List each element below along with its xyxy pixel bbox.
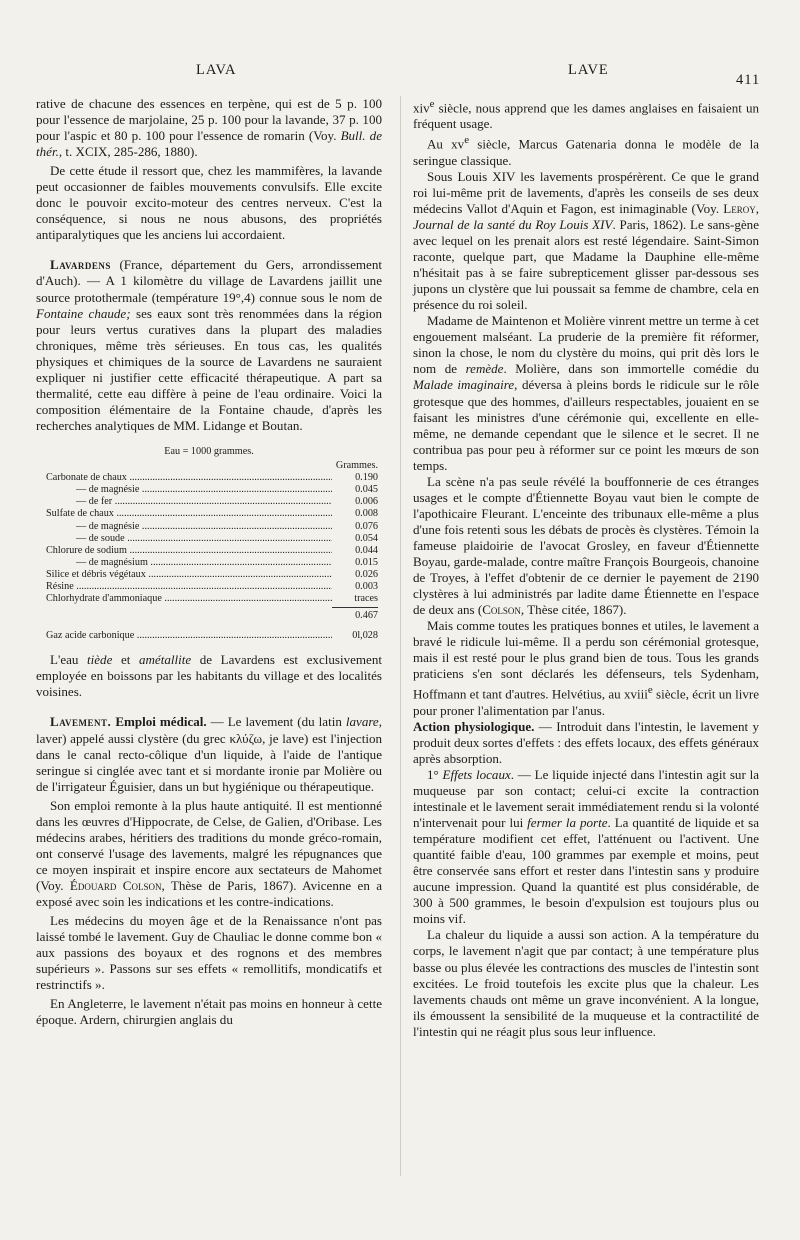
author-name: Colson [482, 602, 521, 618]
text: Mais comme toutes les pratiques bonnes et utiles, le lavement a bravé le ridicule lui-même. Il a perdu son cérémonial grotesque, mais il est resté pour le plus grand bien de tous. Tous les grands praticiens s'en sont déclarés les défenseurs, tels Sydenham, Hoffmann et tant d'autres. Helvétius, au xviii [413, 618, 759, 702]
headword-lavement: Lavement. [50, 714, 112, 730]
text: L'eau [50, 652, 88, 668]
row-name: Carbonate de chaux ..... [46, 472, 332, 484]
text: siècle, nous apprend que les dames anglaises en faisaient un fréquent usage. [413, 100, 759, 132]
table-row [36, 533, 382, 545]
row-name: Chlorhydrate d'ammoniaque ..... [46, 593, 332, 605]
text: , laver) appelé aussi clystère (du grec κλύζω, je lave) est l'injection dans le canal recto-côlique d'un liquide, à l'aide de l'antique seringue si cinglée avec tant et si mordante ironie par Molière ou de l'irrigateur Éguisier, dans un but hygiénique ou thérapeutique. [36, 714, 382, 794]
table-row [36, 581, 382, 593]
row-value: 0.044 [355, 544, 378, 556]
row-name: Sulfate de chaux ..... [46, 508, 332, 520]
paragraph-conclusion: De cette étude il ressort que, chez les mammifères, la lavande peut occasionner de faibles mouvements convulsifs. Elle excite donc le pouvoir excito-moteur des centres nerveux. C'est la conséquence, si nous ne nous abusons, des propriétés antiparalytiques que les anciens lui accordaient. [36, 163, 382, 243]
text: — Introduit dans l'intestin, le lavement y produit deux sortes d'effets : des effets locaux, des effets généraux après absorption. [413, 718, 759, 766]
table-row [36, 557, 382, 569]
row-name: Chlorure de sodium ..... [46, 545, 332, 557]
author-name: Édouard Colson [69, 877, 162, 893]
row-value: 0.076 [355, 520, 378, 532]
row-value: 0.015 [355, 556, 378, 568]
entry-lavement [36, 714, 382, 794]
subheading-action-physiologique: Action physiologique. [413, 718, 535, 734]
text: . — Le liquide injecté dans l'intestin agit sur la muqueuse par son contact; celui-ci excite la contraction intestinale et le lavement serait immédiatement rendu si la volonté n'intervenait pour lui [413, 766, 759, 831]
row-name: Silice et débris végétaux ..... [46, 569, 332, 581]
row-value: traces [354, 593, 378, 605]
table-unit: Grammes. [335, 460, 378, 472]
paragraph-effets-locaux [413, 767, 759, 927]
superscript: e [464, 134, 470, 147]
text: , Thèse de Paris, 1867). Avicenne en a exposé avec soin les indications et les contre-indications. [36, 877, 382, 909]
subsection-title: Effets locaux [442, 766, 511, 782]
row-name: Résine ..... [46, 581, 332, 593]
paragraph-antiquite [36, 798, 382, 910]
text: , déversa à pleins bords le ridicule sur le rôle grotesque que des hommes, d'ailleurs respectables, jouaient en se faisant les ministres d'une cérémonie qui, excellente en elle-même, ne demande cependant que le silence et le secret. Il ne contribua pas pour peu à réformer sur ce point les mœurs de son temps. [413, 377, 759, 473]
reference-title: Bull. de thér. [36, 128, 382, 160]
row-value: 0.003 [355, 580, 378, 592]
text: . Molière, dans son immortelle comédie du [503, 361, 759, 377]
text: — Le lavement (du latin [206, 714, 346, 730]
page-number: 411 [736, 72, 761, 88]
right-column [413, 96, 759, 1040]
paragraph-louis-xiv [413, 169, 759, 313]
paragraph-boyau [413, 474, 759, 618]
entry-lavardens [36, 257, 382, 434]
row-value: 0.006 [355, 496, 378, 508]
text: , t. XCIX, 285-286, 1880). [58, 144, 198, 160]
text: , [755, 200, 759, 216]
paragraph-xve [413, 132, 759, 168]
emphasis: amétallite [138, 652, 192, 668]
text: La scène n'a pas seule révélé la bouffonnerie de ces étranges usages et le compte d'Étiennette Boyau vaut bien le compte de l'apothicaire Fleurant. L'enceinte des tribunaux elle-même a plus d'une fois retenti sous les débats de procès ès clystères. Témoin la fameuse plaidoirie de l'avocat Grosley, en faveur d'Étiennette Boyau, garde-malade, contre maître François Bourgeois, chanoine de Troyes, à l'effet d'obtenir de ce dernier le payement de 2190 clystères à lui administrés par ladite dame Étiennette en l'espace de deux ans ( [413, 473, 759, 618]
text: , Thèse citée, 1867). [520, 602, 627, 618]
row-value: 0.054 [355, 532, 378, 544]
section-action-physiologique [413, 719, 759, 767]
table-total [36, 607, 382, 622]
table-row [36, 508, 382, 520]
paragraph-essences [36, 96, 382, 160]
paragraph-maintenon [413, 313, 759, 473]
row-value: 0.190 [355, 472, 378, 484]
table-row [36, 484, 382, 496]
paragraph-moyen-age: Les médecins du moyen âge et de la Renaissance n'ont pas laissé tombé le lavement. Guy de Chauliac le donne comme bon « aux passions des boyaux et des rognons et des membres supérieurs ». Passons sur ses effets « remollitifs, mondicatifs et restrinctifs ». [36, 913, 382, 993]
text: siècle, Marcus Gatenaria donna le modèle de la seringue classique. [413, 136, 759, 168]
text: . La quantité de liquide et sa température modifient cet effet, l'atténuent ou l'activent. Une quantité faible d'eau, 100 grammes par exemple et moins, peut être conservée sans effort et rester dans l'intestin sans y produire aucune impression. Quand la quantité est plus considérable, de 300 à 500 grammes, le besoin d'expulsion est toujours plus ou moins vif. [413, 815, 759, 927]
row-name: Gaz acide carbonique ..... [46, 630, 332, 642]
text: rative de chacune des essences en terpène, qui est de 5 p. 100 pour l'essence de marjolaine, 25 p. 100 pour la lavande, 37 p. 100 pour l'aspic et 80 p. 100 pour l'essence de romarin (Voy. [36, 96, 382, 144]
row-name: — de magnésie ..... [46, 484, 332, 496]
superscript: e [429, 98, 435, 110]
left-column [36, 96, 382, 1028]
row-value: 0.008 [355, 508, 378, 520]
latin-word: lavare [345, 714, 379, 730]
row-name: — de magnésie ..... [46, 521, 332, 533]
author-name: Leroy [723, 200, 756, 216]
column-divider [400, 96, 401, 1176]
text: Son emploi remonte à la plus haute antiquité. Il est mentionné dans les œuvres d'Hippocrate, de Celse, de Galien, d'Oribase. Les médecins arabes, héritiers des traditions du monde gréco-romain, ont conservé l'usage des lavements, malgré les répugnances que ce moyen inspirait et inspire encore aux sectateurs de Mahomet (Voy. [36, 797, 382, 893]
table-row [36, 472, 382, 484]
text: 1° [427, 766, 443, 782]
text: . Paris, 1862). Le sans-gène avec lequel on les prenait alors est resté légendaire. Saint-Simon raconte, quelque part, que Madame la Dauphine elle-même n'hésitait pas à se faire subrepticement glisser par-dessous ses jupons un clystère que lui poussait sa femme de chambre, cela en présence du roi soleil. [413, 217, 759, 313]
text: siècle, écrit un livre pour proner l'alimentation par l'anus. [413, 686, 759, 718]
table-row [36, 521, 382, 533]
emphasis: remède [465, 361, 504, 377]
table-row [36, 569, 382, 581]
text: xiv [413, 100, 430, 116]
text: Madame de Maintenon et Molière vinrent mettre un terme à cet engouement malséant. La pruderie de la première fit réformer, sinon la chose, le nom du clystère du moins, qui prit dès lors le nom de [413, 313, 759, 377]
table-title: Eau = 1000 grammes. [164, 445, 254, 457]
row-value: 0.026 [355, 568, 378, 580]
row-value: 0l,028 [352, 630, 378, 642]
table-row-gas [36, 630, 382, 642]
subheading-emploi-medical: Emploi médical. [115, 714, 207, 730]
row-name: — de fer ..... [46, 496, 332, 508]
table-row [36, 496, 382, 508]
play-title: Malade imaginaire [413, 377, 515, 393]
text: Au xv [427, 136, 465, 152]
row-value: 0.045 [355, 484, 378, 496]
superscript: e [647, 684, 653, 697]
composition-table [36, 446, 382, 642]
book-title: Journal de la santé du Roy Louis XIV [413, 217, 613, 233]
text: Sous Louis XIV les lavements prospérèrent. Ce que le grand roi lui-même prit de lavements, d'après les conseils de ses deux médecins Vallot d'Aquin et Fagon, est inimaginable (Voy. [413, 168, 759, 216]
text: de Lavardens est exclusivement employée en boissons par les habitants du village et des localités voisines. [36, 652, 382, 700]
paragraph-pratiques [413, 618, 759, 719]
emphasis: fermer la porte [527, 815, 608, 831]
text: ses eaux sont très renommées dans la région pour leurs vertus curatives dans la plupart des maladies chroniques, même très sérieuses. En tous cas, les qualités physiques et chimiques de la source de Lavardens ne sauraient expliquer ni justifier cette efficacité thérapeutique. A part sa thermalité, cette eau diffère à peine de l'eau ordinaire. Voici la composition élémentaire de la Fontaine chaude, d'après les recherches analytiques de MM. Lidange et Boutan. [36, 305, 382, 433]
emphasis: tiède [87, 652, 113, 668]
table-row [36, 545, 382, 557]
paragraph-eau-tiede [36, 652, 382, 700]
table-row [36, 593, 382, 605]
running-head-left: LAVA [196, 62, 237, 78]
running-head-right: LAVE [568, 62, 609, 78]
headword-lavardens: Lavardens [50, 257, 111, 273]
row-name: — de magnésium ..... [46, 557, 332, 569]
text: et [112, 652, 139, 668]
paragraph-xive [413, 96, 759, 132]
total-value: 0.467 [332, 607, 378, 622]
text: (France, département du Gers, arrondissement d'Auch). — A 1 kilomètre du village de Lavardens jaillit une source protothermale (température 19°,4) connue sous le nom de [36, 257, 382, 305]
paragraph-chaleur: La chaleur du liquide a aussi son action. A la température du corps, le lavement n'agit que par contact; à une température plus basse ou plus élevée les contractions des muscles de l'intestin sont excitées. Le froid toutefois les excite plus que la chaleur. Les lavements chauds ont même un grave inconvénient. A la longue, ils émoussent la sensibilité de la muqueuse et la contractilité de l'intestin qui ne réagit plus sous leur influence. [413, 927, 759, 1039]
source-name: Fontaine chaude; [36, 305, 131, 321]
paragraph-angleterre: En Angleterre, le lavement n'était pas moins en honneur à cette époque. Ardern, chirurgien anglais du [36, 996, 382, 1028]
row-name: — de soude ..... [46, 533, 332, 545]
